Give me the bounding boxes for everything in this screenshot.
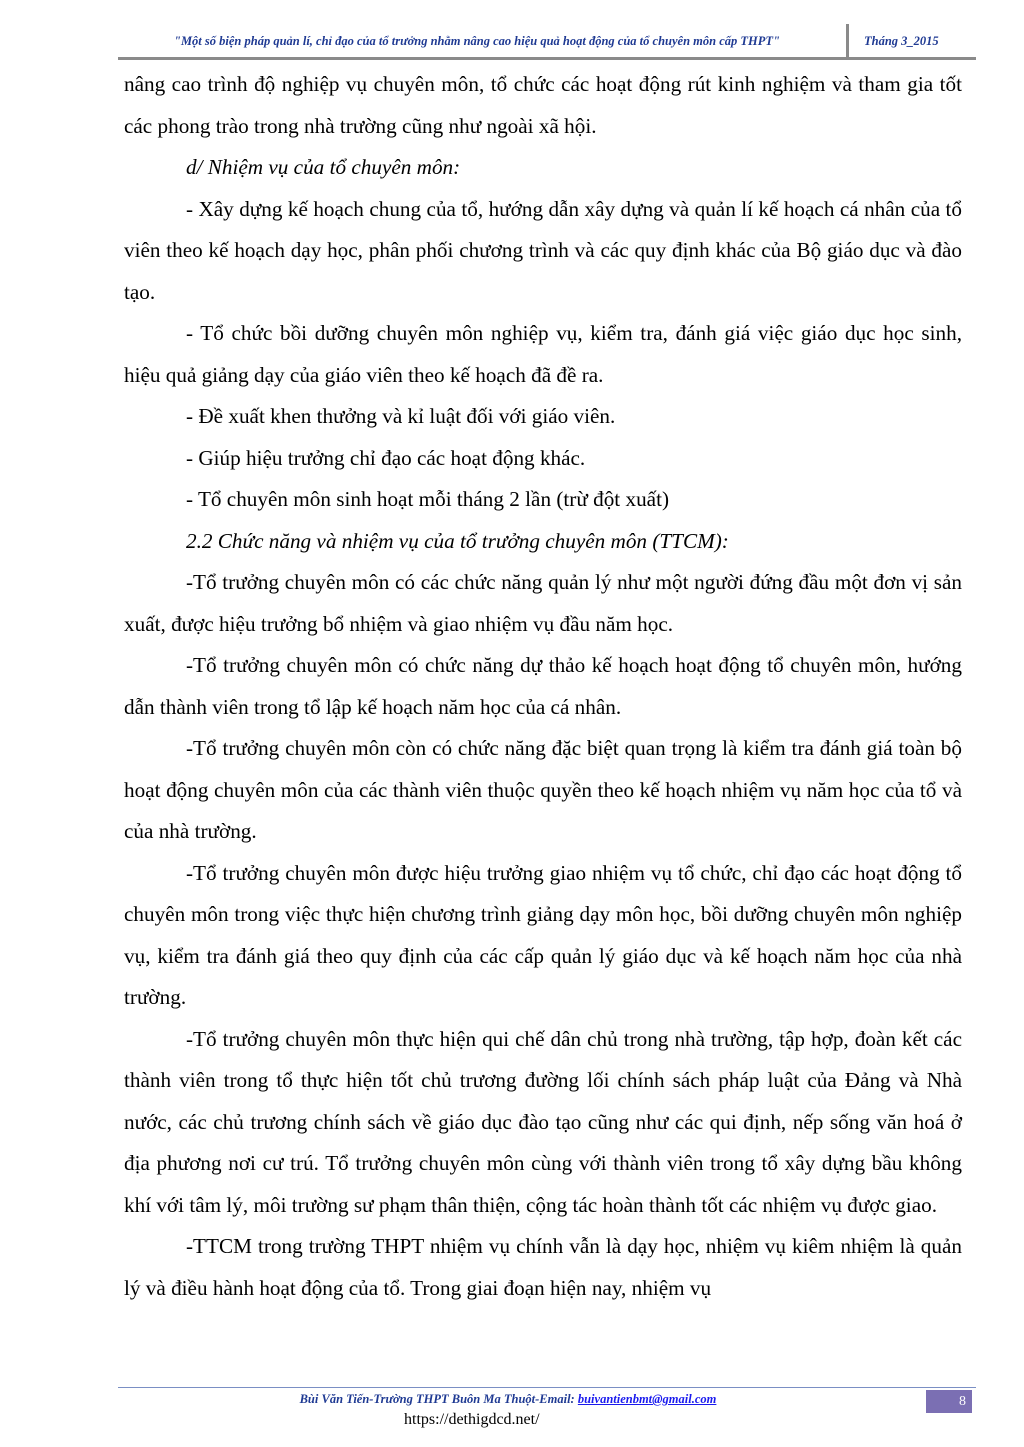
header-title: "Một số biện pháp quản lí, chỉ đạo của tổ trưởng nhằm nâng cao hiệu quả hoạt động của tổ chuyên môn cấp THPT" [174, 34, 780, 48]
paragraph-1: nâng cao trình độ nghiệp vụ chuyên môn, tổ chức các hoạt động rút kinh nghiệm và tham gia tốt các phong trào trong nhà trường cũng như ngoài xã hội. [124, 72, 962, 138]
paragraph-11: -Tổ trưởng chuyên môn thực hiện qui chế dân chủ trong nhà trường, tập hợp, đoàn kết các thành viên trong tổ thực hiện tốt chủ trương đường lối chính sách pháp luật của Đảng và Nhà nước, các chủ trương chính sách về giáo dục đào tạo cũng như các qui định, nếp sống văn hoá ở địa phương nơi cư trú. Tổ trưởng chuyên môn cùng với thành viên trong tổ xây dựng bầu không khí với tâm lý, môi trường sư phạm thân thiện, cộng tác hoàn thành tốt các nhiệm vụ được giao. [124, 1026, 962, 1217]
section-heading-2-2: 2.2 Chức năng và nhiệm vụ của tổ trưởng chuyên môn (TTCM): [186, 528, 729, 553]
paragraph-12: -TTCM trong trường THPT nhiệm vụ chính vẫn là dạy học, nhiệm vụ kiêm nhiệm là quản lý và điều hành hoạt động của tổ. Trong giai đoạn hiện nay, nhiệm vụ [124, 1234, 962, 1300]
paragraph-6: - Tổ chuyên môn sinh hoạt mỗi tháng 2 lần (trừ đột xuất) [186, 487, 670, 511]
footer-author-text: Bùi Văn Tiến-Trường THPT Buôn Ma Thuột-Email: [299, 1392, 578, 1406]
paragraph-7: -Tổ trưởng chuyên môn có các chức năng quản lý như một người đứng đầu một đơn vị sản xuất, được hiệu trưởng bổ nhiệm và giao nhiệm vụ đầu năm học. [124, 570, 962, 636]
footer-rule [118, 1387, 976, 1388]
document-body [124, 64, 962, 1309]
paragraph-4: - Đề xuất khen thưởng và kỉ luật đối với giáo viên. [186, 404, 616, 428]
header-rule [118, 57, 976, 60]
footer-url: https://dethigdcd.net/ [404, 1411, 540, 1428]
paragraph-2: - Xây dựng kế hoạch chung của tổ, hướng dẫn xây dựng và quản lí kế hoạch cá nhân của tổ viên theo kế hoạch dạy học, phân phối chương trình và các quy định khác của Bộ giáo dục và đào tạo. [124, 196, 962, 304]
footer-author [118, 1392, 898, 1407]
header-divider [846, 24, 849, 58]
section-heading-d: d/ Nhiệm vụ của tổ chuyên môn: [186, 155, 461, 179]
header-date: Tháng 3_2015 [864, 34, 939, 48]
paragraph-10: -Tổ trưởng chuyên môn được hiệu trưởng giao nhiệm vụ tổ chức, chỉ đạo các hoạt động tổ chuyên môn trong việc thực hiện chương trình giảng dạy môn học, bồi dưỡng chuyên môn nghiệp vụ, kiểm tra đánh giá theo quy định của các cấp quản lý giáo dục và kế hoạch năm học của nhà trường. [124, 860, 962, 1009]
page-number-badge: 8 [926, 1390, 972, 1413]
paragraph-5: - Giúp hiệu trưởng chỉ đạo các hoạt động khác. [186, 445, 586, 470]
paragraph-8: -Tổ trưởng chuyên môn có chức năng dự thảo kế hoạch hoạt động tổ chuyên môn, hướng dẫn thành viên trong tổ lập kế hoạch năm học của cá nhân. [124, 653, 962, 719]
paragraph-9: -Tổ trưởng chuyên môn còn có chức năng đặc biệt quan trọng là kiểm tra đánh giá toàn bộ hoạt động chuyên môn của các thành viên thuộc quyền theo kế hoạch nhiệm vụ năm học của tổ và của nhà trường. [124, 736, 962, 843]
footer-email-link[interactable]: buivantienbmt@gmail.com [577, 1392, 717, 1406]
paragraph-3: - Tổ chức bồi dưỡng chuyên môn nghiệp vụ, kiểm tra, đánh giá việc giáo dục học sinh, hiệu quả giảng dạy của giáo viên theo kế hoạch đã đề ra. [124, 321, 962, 387]
page-header [118, 22, 976, 60]
